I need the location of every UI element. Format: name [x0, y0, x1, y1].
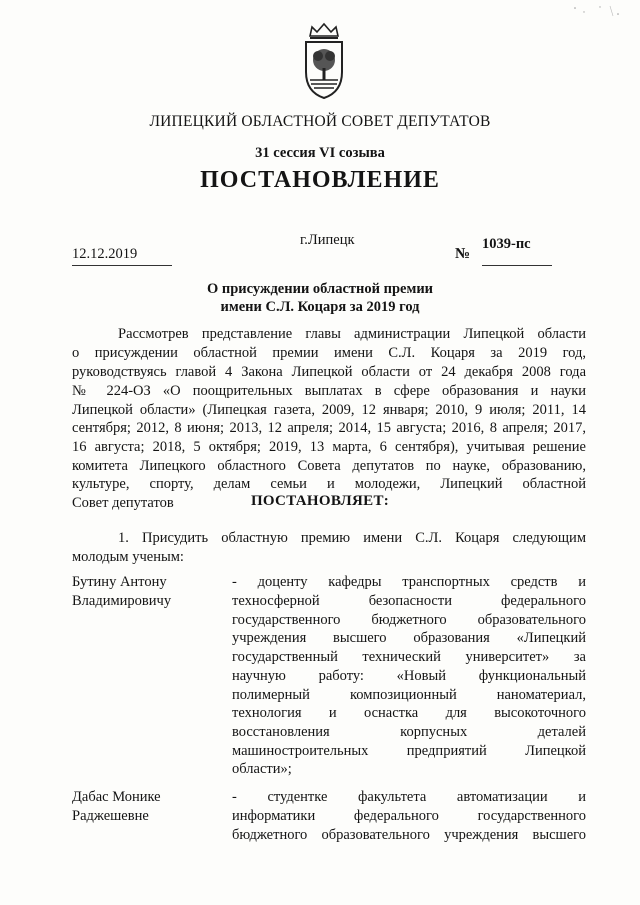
preamble-line: сентября; 2012, 8 июня; 2013, 12 апреля; 2014, 15 августа; 2016, 8 апреля; 2017,	[72, 420, 586, 436]
awardee-description-line: информатики федерального государственного	[232, 808, 586, 824]
document-title-line: имени С.Л. Коцаря за 2019 год	[220, 299, 420, 315]
coat-of-arms-emblem	[298, 22, 350, 100]
preamble-line: № 224-ОЗ «О поощрительных выплатах в сфере образования и науки	[72, 383, 586, 399]
document-title-line: О присуждении областной премии	[206, 281, 434, 297]
document-date: 12.12.2019	[72, 246, 172, 266]
item-1-line: молодым ученым:	[72, 549, 184, 565]
awardee-description-line: восстановления корпусных деталей	[232, 724, 586, 740]
preamble-line: руководствуясь главой 4 Закона Липецкой области от 24 декабря 2008 года	[72, 364, 586, 380]
awardee-description-line: техносферной безопасности федерального	[232, 593, 586, 609]
awardee-description-line: государственный технический университет» за	[232, 649, 586, 665]
awardee-name-line: Владимировичу	[72, 593, 172, 609]
document-number: 1039-пс	[482, 236, 552, 266]
organization-name: ЛИПЕЦКИЙ ОБЛАСТНОЙ СОВЕТ ДЕПУТАТОВ	[149, 113, 491, 130]
awardee-name-line: Бутину Антону	[72, 574, 167, 590]
awardee-description-line: полимерный композиционный наноматериал,	[232, 687, 586, 703]
awardee-name-line: Дабас Монике	[72, 789, 161, 805]
document-type: ПОСТАНОВЛЕНИЕ	[200, 167, 440, 193]
awardee-description-line: научную работу: «Новый функциональный	[232, 668, 586, 684]
awardee-description-line: - доценту кафедры транспортных средств и	[232, 574, 586, 590]
resolves-heading: ПОСТАНОВЛЯЕТ:	[250, 493, 390, 509]
preamble-line: комитета Липецкого областного Совета депутатов по науке, образованию,	[72, 458, 586, 474]
preamble-line: 16 августа; 2018, 5 октября; 2019, 13 марта, 6 сентября), учитывая решение	[72, 439, 586, 455]
awardee-description-line: государственного бюджетного образовательного	[232, 612, 586, 628]
preamble-line: Липецкой области» (Липецкая газета, 2009, 12 января; 2010, 9 июля; 2011, 14	[72, 402, 586, 418]
scan-noise-mark	[570, 4, 630, 24]
preamble-line: Рассмотрев представление главы администрации Липецкой области	[118, 326, 586, 342]
awardee-description-line: учреждения высшего образования «Липецкий	[232, 630, 586, 646]
awardee-description-line: машиностроительных предприятий Липецкой	[232, 743, 586, 759]
session-label: 31 сессия VI созыва	[255, 145, 385, 161]
number-sign: №	[455, 246, 471, 262]
preamble-line: Совет депутатов	[72, 495, 174, 511]
awardee-description-line: технология и оснастка для высокоточного	[232, 705, 586, 721]
item-1-line: 1. Присудить областную премию имени С.Л. Коцаря следующим	[118, 530, 586, 546]
awardee-name-line: Раджешевне	[72, 808, 149, 824]
awardee-description-line: области»;	[232, 761, 292, 777]
awardee-description-line: бюджетного образовательного учреждения высшего	[232, 827, 586, 843]
awardee-description-line: - студентке факультета автоматизации и	[232, 789, 586, 805]
preamble-line: о присуждении областной премии имени С.Л. Коцаря за 2019 год,	[72, 345, 586, 361]
city-label: г.Липецк	[300, 232, 355, 248]
preamble-line: культуре, спорту, делам семьи и молодежи, Липецкий областной	[72, 476, 586, 492]
